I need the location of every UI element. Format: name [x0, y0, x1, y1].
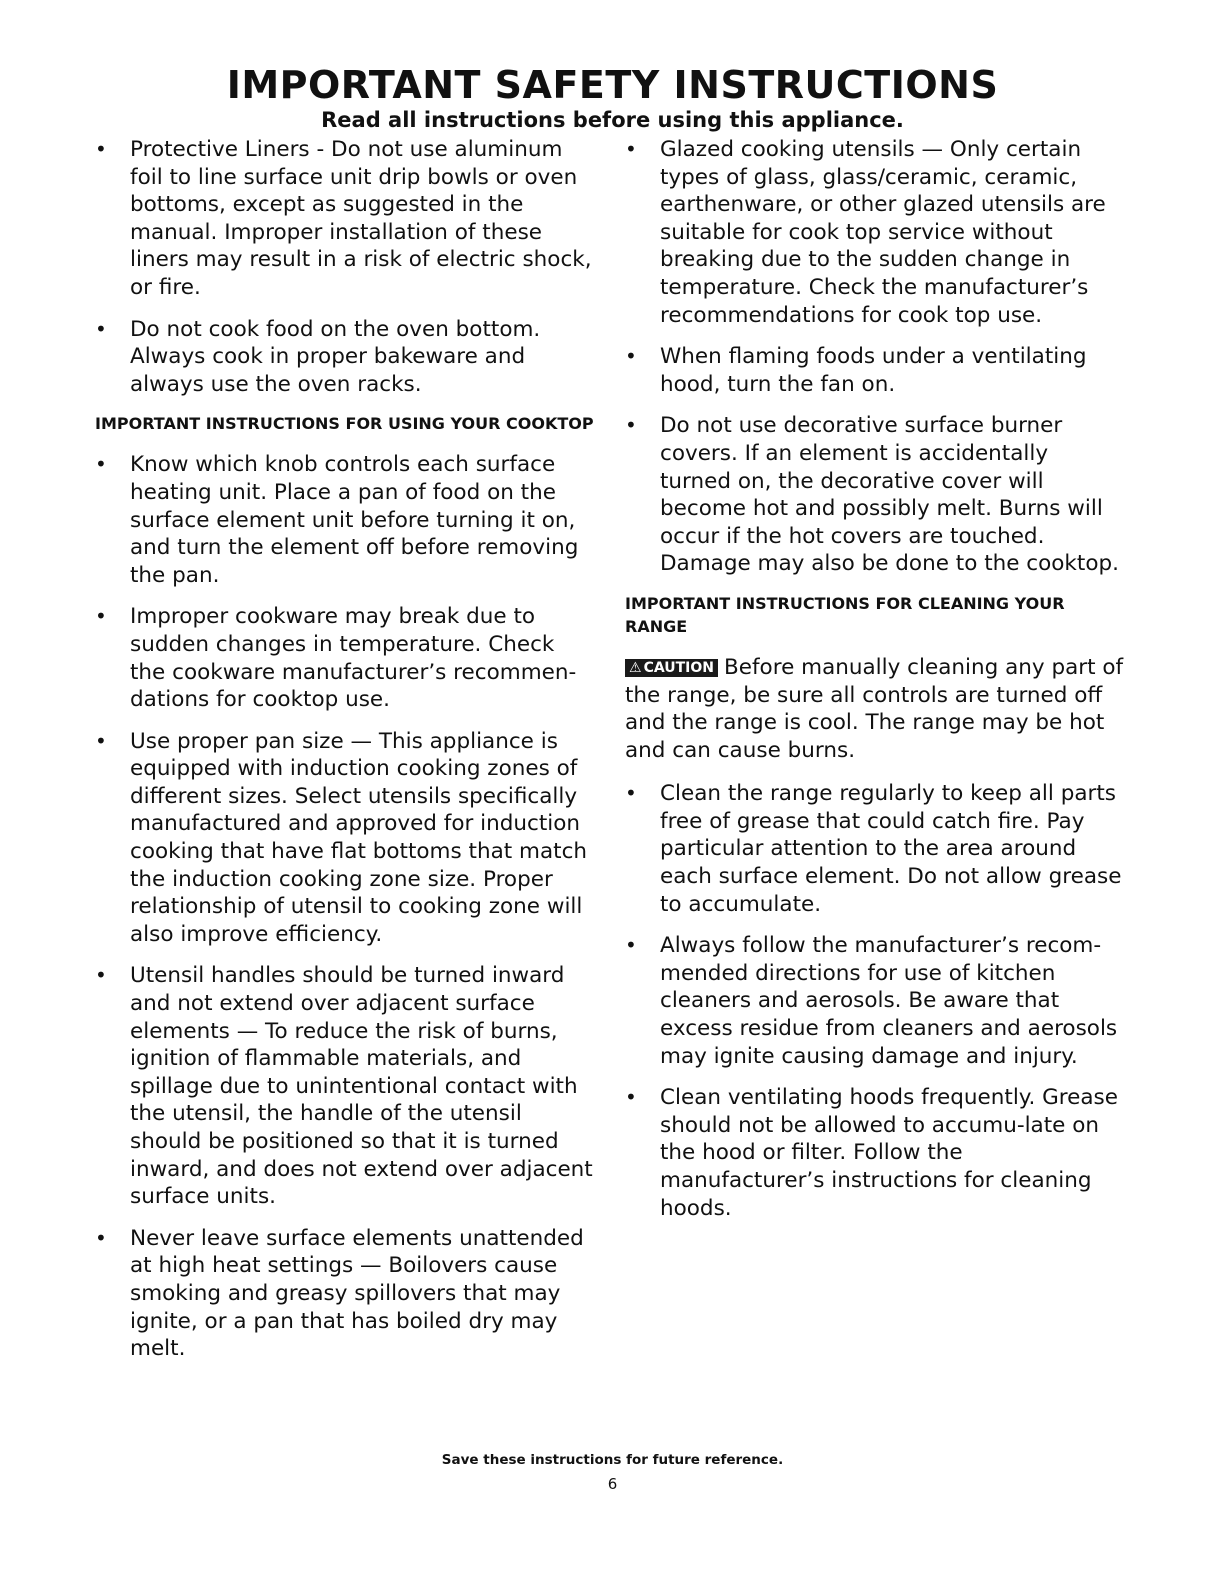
bullet-icon: • [625, 1085, 637, 1110]
caution-paragraph [625, 654, 1125, 764]
bullet-icon: • [95, 728, 107, 753]
warning-triangle-icon: ⚠ [629, 659, 642, 676]
list-item: • Clean the range regularly to keep all parts free of grease that could catch fire. Pay particular attention to the area around each surface element. Do not allow grease to accumulate. [625, 781, 1122, 917]
bullet-icon: • [95, 452, 107, 477]
bullet-icon: • [95, 604, 107, 629]
list-item: • Know which knob controls each surface heating unit. Place a pan of food on the surface element unit before turning it on, and turn the element off before removing the pan. [95, 452, 579, 588]
bullet-icon: • [95, 137, 107, 161]
cleaning-section-heading: IMPORTANT INSTRUCTIONS FOR CLEANING YOUR RANGE [625, 593, 1065, 636]
cleaning-instructions-list [625, 780, 1125, 1222]
list-item: • Never leave surface elements unattended at high heat settings — Boilovers cause smoking and greasy spillovers that may ignite, or a pan that has boiled dry may melt. [95, 1225, 584, 1362]
bullet-icon: • [625, 781, 637, 806]
page-subtitle: Read all instructions before using this appliance. [321, 108, 904, 132]
left-column [95, 136, 595, 1377]
bullet-icon: • [625, 933, 637, 958]
list-item: • Protective Liners - Do not use aluminum foil to line surface unit drip bowls or oven bottoms, except as suggested in the manual. Improper installation of these liners may result in a risk of electric shock, or fire. [95, 137, 592, 300]
cooktop-instructions-list [95, 451, 595, 1362]
list-item: • Use proper pan size — This appliance is equipped with induction cooking zones of different sizes. Select utensils specifically manufactured and approved for induction cooking that have flat bottoms that match the induction cooking zone size. Proper relationship of utensil to cooking zone will also improve efficiency. [95, 728, 588, 947]
cooktop-section-heading: IMPORTANT INSTRUCTIONS FOR USING YOUR COOKTOP [95, 414, 594, 434]
list-item: • Clean ventilating hoods frequently. Grease should not be allowed to accumu-late on the hood or filter. Follow the manufacturer’s instructions for cleaning hoods. [625, 1085, 1118, 1221]
bullet-icon: • [95, 963, 107, 988]
right-column [625, 136, 1125, 1236]
footer-note: Save these instructions for future reference. [441, 1452, 784, 1468]
list-item: • Do not cook food on the oven bottom. Always cook in proper bakeware and always use the oven racks. [95, 316, 541, 397]
bullet-icon: • [625, 344, 637, 369]
list-item: • When flaming foods under a ventilating hood, turn the fan on. [625, 344, 1087, 397]
list-item: • Glazed cooking utensils — Only certain types of glass, glass/ceramic, ceramic, earthenware, or other glazed utensils are suitable for cook top service without breaking due to the sudden change in temperature. Check the manufacturer’s recommendations for cook top use. [625, 137, 1106, 328]
page-title: IMPORTANT SAFETY INSTRUCTIONS [226, 63, 999, 107]
caution-badge: ⚠ CAUTION [625, 659, 718, 677]
list-item: • Always follow the manufacturer’s recom-mended directions for use of kitchen cleaners and aerosols. Be aware that excess residue from cleaners and aerosols may ignite causing damage and injury. [625, 933, 1118, 1069]
right-intro-list [625, 136, 1125, 578]
bullet-icon: • [625, 413, 637, 438]
list-item: • Utensil handles should be turned inward and not extend over adjacent surface elements — To reduce the risk of burns, ignition of flammable materials, and spillage due to unintentional contact with the utensil, the handle of the utensil should be positioned so that it is turned inward, and does not extend over adjacent surface units. [95, 963, 593, 1210]
left-intro-list [95, 136, 595, 398]
page-number: 6 [607, 1475, 618, 1493]
list-item: • Improper cookware may break due to sudden changes in temperature. Check the cookware manufacturer’s recommen-dations for cooktop use. [95, 604, 577, 713]
list-item: • Do not use decorative surface burner covers. If an element is accidentally turned on, the decorative cover will become hot and possibly melt. Burns will occur if the hot covers are touched. Damage may also be done to the cooktop. [625, 413, 1119, 577]
bullet-icon: • [625, 137, 637, 161]
bullet-icon: • [95, 316, 107, 341]
bullet-icon: • [95, 1225, 107, 1250]
caution-text: Before manually cleaning any part of the range, be sure all controls are turned off and the range is cool. The range may be hot and can cause burns. [625, 654, 1124, 763]
